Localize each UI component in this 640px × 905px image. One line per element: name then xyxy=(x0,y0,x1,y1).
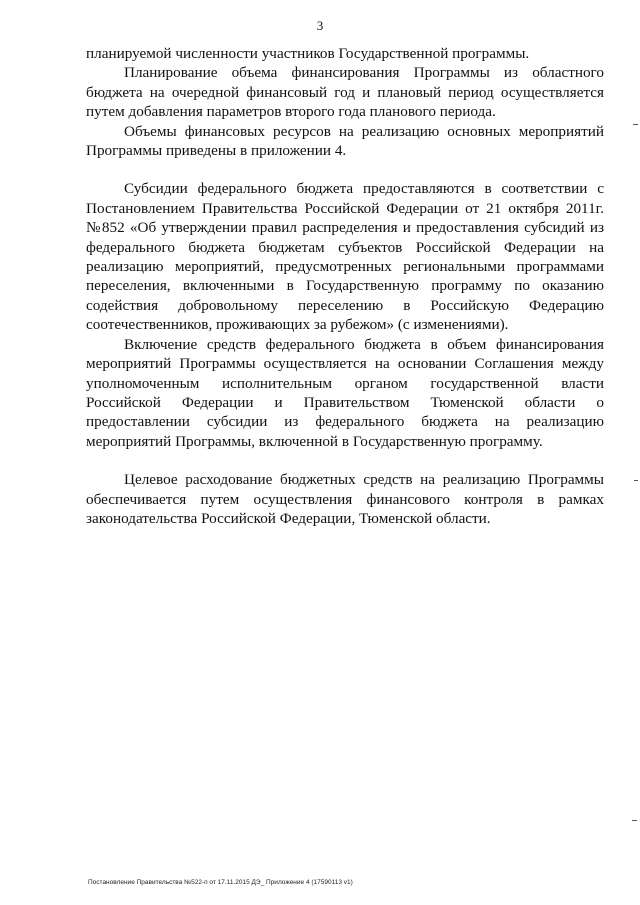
paragraph-continuation: планируемой численности участников Государственной программы. xyxy=(86,45,530,62)
paragraph-federal-subsidies: Субсидии федерального бюджета предоставляются в соответствии с Постановлением Правительства Российской Федерации от 21 октября 2011г. №852 «Об утверждении правил распределения и предоставления субсидий из федерального бюджета бюджетам субъектов Российской Федерации на реализацию мероприятий, предусмотренных региональными программами переселения, включенными в Государственную программу по оказанию содействия добровольному переселению в Российскую Федерацию соотечественников, проживающих за рубежом» (с изменениями). xyxy=(86,180,604,334)
document-body xyxy=(86,44,604,528)
paragraph-financing-planning: Планирование объема финансирования Программы из областного бюджета на очередной финансовый год и плановый период осуществляется путем добавления параметров второго года планового периода. xyxy=(86,64,604,121)
paragraph-federal-funds-inclusion: Включение средств федерального бюджета в объем финансирования мероприятий Программы осуществляется на основании Соглашения между уполномоченным исполнительным органом государственной власти Российской Федерации и Правительством Тюменской области о предоставлении субсидии из федерального бюджета на реализацию мероприятий Программы, включенной в Государственную программу. xyxy=(86,335,604,450)
scan-mark xyxy=(634,480,638,481)
paragraph-targeted-spending: Целевое расходование бюджетных средств на реализацию Программы обеспечивается путем осуществления финансового контроля в рамках законодательства Российской Федерации, Тюменской области. xyxy=(86,471,604,527)
document-footer: Постановление Правительства №522-п от 17.11.2015 ДЭ_ Приложение 4 (17590113 v1) xyxy=(88,879,353,886)
paragraph-financial-resources: Объемы финансовых ресурсов на реализацию основных мероприятий Программы приведены в приложении 4. xyxy=(86,122,604,160)
page-number: 3 xyxy=(316,18,324,33)
scan-mark xyxy=(633,124,638,125)
scan-mark xyxy=(632,820,637,821)
